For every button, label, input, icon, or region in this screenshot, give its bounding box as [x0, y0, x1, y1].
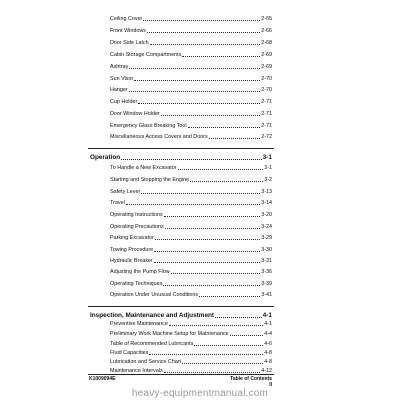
toc-entry-title: Ashtray [110, 64, 129, 70]
watermark: heavy-equipmentmanual.com [131, 388, 269, 399]
toc-section-operation[interactable] [90, 151, 272, 161]
toc-entry-front-windows[interactable] [110, 25, 272, 34]
toc-entry-maintenance-intervals[interactable] [110, 365, 272, 374]
toc-entry-page: 3-41 [261, 292, 272, 298]
toc-entry-page: 2-69 [261, 64, 272, 70]
toc-entry-recommended-lubricants[interactable] [110, 338, 272, 347]
toc-entry-title: Emergency Glass Breaking Tool [110, 123, 187, 129]
toc-entry-operating-techniques[interactable] [110, 278, 272, 287]
toc-entry-preventive-maintenance[interactable] [110, 318, 272, 327]
toc-entry-page: 2-71 [261, 123, 272, 129]
toc-entry-ceiling-cover[interactable] [110, 13, 272, 22]
toc-entry-page: 2-66 [261, 28, 272, 34]
toc-entry-page: 2-71 [261, 111, 272, 117]
toc-entry-title: Sun Visor [110, 76, 134, 82]
toc-entry-title: Operating Instructions [110, 212, 163, 218]
toc-entry-lubrication-chart[interactable] [110, 356, 272, 365]
toc-entry-page: 3-1 [264, 165, 272, 171]
footer-divider [88, 374, 274, 375]
toc-entry-page: 2-65 [261, 16, 272, 22]
toc-entry-page: 3-20 [261, 212, 272, 218]
toc-entry-title: Towing Procedure [110, 247, 154, 253]
toc-entry-title: Preventive Maintenance [110, 321, 168, 327]
toc-entry-travel[interactable] [110, 197, 272, 206]
toc-entry-preliminary-setup[interactable] [110, 328, 272, 337]
toc-entry-page: 4-12 [261, 368, 272, 374]
toc-entry-title: Operating Techniques [110, 281, 163, 287]
toc-entry-title: Fluid Capacities [110, 350, 149, 356]
toc-section-title: Operation [90, 154, 121, 161]
toc-entry-hanger[interactable] [110, 84, 272, 93]
toc-entry-title: Safety Lever [110, 189, 141, 195]
toc-entry-title: Lubrication and Service Chart [110, 359, 182, 365]
toc-entry-page: 4-8 [264, 350, 272, 356]
toc-entry-page: 3-30 [261, 247, 272, 253]
toc-entry-title: Parking Excavator [110, 235, 154, 241]
toc-entry-page: 3-24 [261, 224, 272, 230]
toc-entry-page: 3-31 [261, 258, 272, 264]
toc-entry-title: To Handle a New Excavator [110, 165, 177, 171]
toc-entry-title: Door Window Holder [110, 111, 160, 117]
toc-entry-page: 2-72 [261, 134, 272, 140]
toc-entry-title: Front Windows [110, 28, 146, 34]
section-divider [88, 306, 274, 307]
toc-section-page: 3-1 [262, 154, 272, 161]
toc-entry-page: 3-39 [261, 281, 272, 287]
toc-entry-hydraulic-breaker[interactable] [110, 255, 272, 264]
toc-entry-title: Miscellaneous Access Covers and Doors [110, 134, 208, 140]
toc-entry-page: 3-13 [261, 189, 272, 195]
toc-entry-title: Starting and Stopping the Engine [110, 177, 190, 183]
toc-entry-adjusting-pump-flow[interactable] [110, 266, 272, 275]
toc-entry-title: Maintenance Intervals [110, 368, 163, 374]
toc-entry-title: Cabin Storage Compartments [110, 52, 182, 58]
toc-entry-title: Travel [110, 200, 125, 206]
toc-entry-page: 3-14 [261, 200, 272, 206]
toc-entry-safety-lever[interactable] [110, 186, 272, 195]
toc-entry-title: Hanger [110, 87, 128, 93]
toc-entry-page: 3-29 [261, 235, 272, 241]
toc-entry-page: 2-70 [261, 76, 272, 82]
toc-section-page: 4-1 [262, 312, 272, 319]
toc-entry-cabin-storage[interactable] [110, 49, 272, 58]
toc-entry-operating-precautions[interactable] [110, 221, 272, 230]
toc-entry-fluid-capacities[interactable] [110, 347, 272, 356]
toc-entry-page: 2-70 [261, 87, 272, 93]
toc-entry-page: 4-8 [264, 359, 272, 365]
toc-entry-page: 2-68 [261, 40, 272, 46]
toc-entry-ashtray[interactable] [110, 61, 272, 70]
toc-entry-page: 3-2 [264, 177, 272, 183]
toc-entry-door-side-latch[interactable] [110, 37, 272, 46]
section-divider [88, 148, 274, 149]
toc-entry-emergency-glass-tool[interactable] [110, 120, 272, 129]
toc-entry-title: Preliminary Work Machine Setup for Maintenance [110, 331, 229, 337]
toc-entry-title: Hydraulic Breaker [110, 258, 153, 264]
footer-section-label: Table of Contents [230, 376, 272, 382]
toc-entry-unusual-conditions[interactable] [110, 289, 272, 298]
toc-entry-title: Door Side Latch [110, 40, 149, 46]
toc-entry-title: Adjusting the Pump Flow [110, 269, 170, 275]
toc-entry-towing-procedure[interactable] [110, 244, 272, 253]
toc-entry-door-window-holder[interactable] [110, 108, 272, 117]
toc-entry-misc-access-covers[interactable] [110, 131, 272, 140]
toc-entry-title: Ceiling Cover [110, 16, 143, 22]
toc-entry-page: 4-1 [264, 321, 272, 327]
footer-page-number: II [269, 382, 272, 388]
toc-entry-page: 4-4 [264, 331, 272, 337]
footer-doc-number: K1009094E [89, 376, 116, 382]
toc-entry-title: Operation Under Unusual Conditions [110, 292, 199, 298]
toc-entry-page: 4-6 [264, 341, 272, 347]
toc-entry-title: Cup Holder [110, 99, 138, 105]
toc-entry-page: 3-36 [261, 269, 272, 275]
toc-entry-title: Operating Precautions [110, 224, 164, 230]
toc-entry-cup-holder[interactable] [110, 96, 272, 105]
toc-section-title: Inspection, Maintenance and Adjustment [90, 312, 215, 319]
toc-entry-operating-instructions[interactable] [110, 209, 272, 218]
toc-entry-sun-visor[interactable] [110, 73, 272, 82]
toc-entry-page: 2-71 [261, 99, 272, 105]
toc-entry-page: 2-69 [261, 52, 272, 58]
toc-entry-starting-engine[interactable] [110, 174, 272, 183]
toc-entry-new-excavator[interactable] [110, 162, 272, 171]
toc-entry-parking-excavator[interactable] [110, 232, 272, 241]
toc-entry-title: Table of Recommended Lubricants [110, 341, 194, 347]
